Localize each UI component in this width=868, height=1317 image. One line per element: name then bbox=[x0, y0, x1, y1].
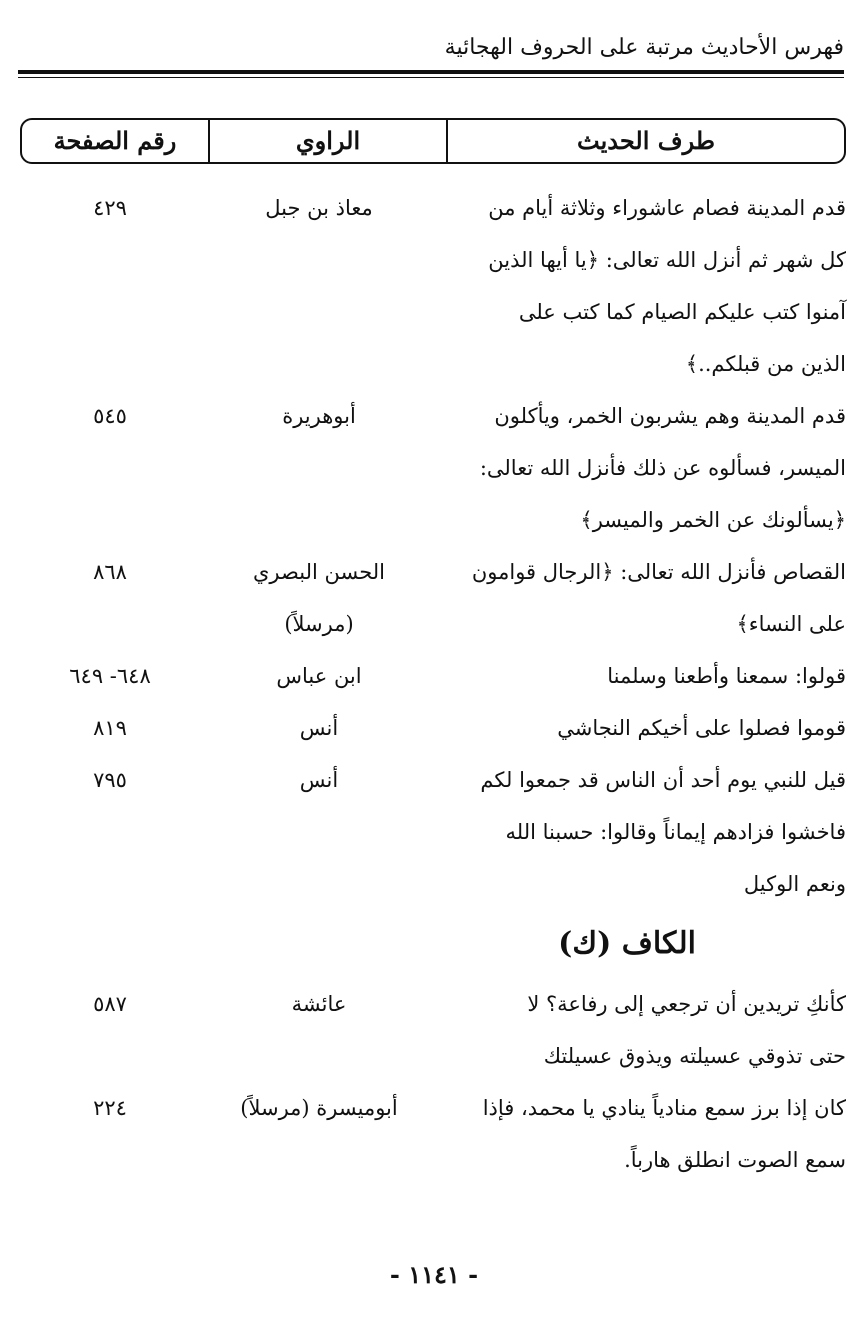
narrator-line: أنس bbox=[299, 768, 339, 792]
hadith-line: الذين من قبلكم..﴾ bbox=[685, 352, 846, 376]
index-entry bbox=[16, 650, 846, 702]
narrator bbox=[204, 390, 434, 442]
narrator-line: أبوهريرة bbox=[282, 404, 356, 428]
narrator-line: معاذ بن جبل bbox=[265, 196, 373, 220]
hadith-line: قولوا: سمعنا وأطعنا وسلمنا bbox=[607, 664, 846, 688]
index-entry bbox=[16, 546, 846, 650]
hadith-line: حتى تذوقي عسيلته ويذوق عسيلتك bbox=[543, 1044, 846, 1068]
narrator-line: الحسن البصري bbox=[253, 560, 385, 584]
index-entry bbox=[16, 978, 846, 1082]
narrator-line: عائشة bbox=[291, 992, 347, 1016]
page-reference: ٥٨٧ bbox=[93, 992, 127, 1016]
section-title-kaf: الكاف (ك) bbox=[558, 926, 696, 961]
narrator bbox=[204, 1082, 434, 1134]
hadith-line: فاخشوا فزادهم إيماناً وقالوا: حسبنا الله bbox=[505, 820, 846, 844]
narrator bbox=[204, 546, 434, 650]
page-reference: ٥٤٥ bbox=[93, 404, 127, 428]
column-header-hadith: طرف الحديث bbox=[446, 120, 844, 162]
index-entries bbox=[16, 182, 846, 1186]
hadith-line: ﴿يسألونك عن الخمر والميسر﴾ bbox=[580, 508, 846, 532]
hadith-line: على النساء﴾ bbox=[736, 612, 846, 636]
page-reference: ٦٤٨- ٦٤٩ bbox=[69, 664, 151, 688]
narrator-line: أبوميسرة (مرسلاً) bbox=[240, 1096, 398, 1120]
narrator-line: أنس bbox=[299, 716, 339, 740]
hadith-line: ونعم الوكيل bbox=[743, 872, 846, 896]
page-reference: ٨٦٨ bbox=[93, 560, 127, 584]
column-header bbox=[20, 118, 846, 164]
column-header-page: رقم الصفحة bbox=[53, 126, 177, 155]
hadith-text bbox=[434, 702, 846, 754]
narrator bbox=[204, 978, 434, 1030]
hadith-line: كل شهر ثم أنزل الله تعالى: ﴿يا أيها الذين bbox=[488, 248, 846, 272]
hadith-line: قدم المدينة فصام عاشوراء وثلاثة أيام من bbox=[488, 196, 846, 220]
hadith-text bbox=[434, 182, 846, 390]
hadith-text bbox=[434, 754, 846, 910]
narrator bbox=[204, 702, 434, 754]
narrator bbox=[204, 182, 434, 234]
narrator bbox=[204, 650, 434, 702]
running-head: فهرس الأحاديث مرتبة على الحروف الهجائية bbox=[444, 35, 844, 60]
page-number: - ١١٤١ - bbox=[389, 1260, 479, 1289]
narrator-line: ابن عباس bbox=[276, 664, 362, 688]
hadith-line: قيل للنبي يوم أحد أن الناس قد جمعوا لكم bbox=[480, 768, 846, 792]
hadith-text bbox=[434, 650, 846, 702]
hadith-line: قوموا فصلوا على أخيكم النجاشي bbox=[557, 716, 846, 740]
hadith-line: القصاص فأنزل الله تعالى: ﴿الرجال قوامون bbox=[471, 560, 846, 584]
index-entry bbox=[16, 390, 846, 546]
index-entry bbox=[16, 1082, 846, 1186]
hadith-text bbox=[434, 390, 846, 546]
hadith-line: كان إذا برز سمع منادياً ينادي يا محمد، فإذا bbox=[482, 1096, 846, 1120]
page-reference: ٨١٩ bbox=[93, 716, 127, 740]
index-entry bbox=[16, 754, 846, 910]
index-entry bbox=[16, 182, 846, 390]
hadith-line: آمنوا كتب عليكم الصيام كما كتب على bbox=[518, 300, 846, 324]
narrator-line: (مرسلاً) bbox=[284, 612, 354, 636]
hadith-text bbox=[434, 978, 846, 1082]
page-reference: ٧٩٥ bbox=[93, 768, 127, 792]
entries-kaf bbox=[16, 978, 846, 1186]
hadith-line: سمع الصوت انطلق هارباً. bbox=[624, 1148, 846, 1172]
header-rule-thick bbox=[18, 70, 844, 74]
column-header-rawi: الراوي bbox=[208, 120, 446, 162]
page-reference: ٤٢٩ bbox=[93, 196, 127, 220]
hadith-line: قدم المدينة وهم يشربون الخمر، ويأكلون bbox=[494, 404, 846, 428]
index-entry bbox=[16, 702, 846, 754]
header-rule-thin bbox=[18, 77, 844, 78]
entries-qaf bbox=[16, 182, 846, 910]
hadith-text bbox=[434, 1082, 846, 1186]
hadith-text bbox=[434, 546, 846, 650]
narrator bbox=[204, 754, 434, 806]
page-reference: ٢٢٤ bbox=[93, 1096, 127, 1120]
hadith-line: الميسر، فسألوه عن ذلك فأنزل الله تعالى: bbox=[479, 456, 846, 480]
hadith-line: كأنكِ تريدين أن ترجعي إلى رفاعة؟ لا bbox=[527, 992, 846, 1016]
